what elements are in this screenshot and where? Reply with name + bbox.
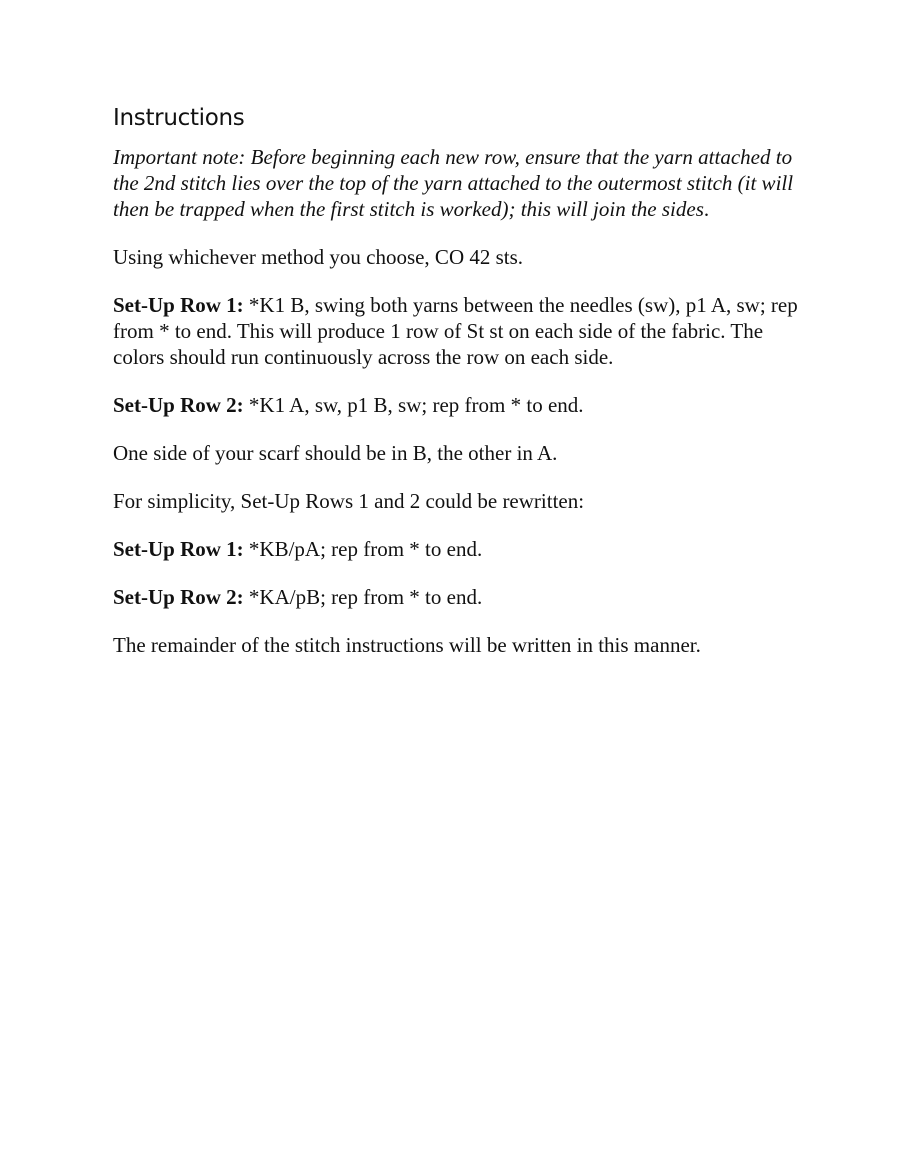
one-side-paragraph: One side of your scarf should be in B, the other in A. <box>113 441 558 465</box>
setup-row-2-text: *K1 A, sw, p1 B, sw; rep from * to end. <box>243 393 584 417</box>
setup-row-1-label: Set-Up Row 1: <box>113 293 244 317</box>
instructions-page <box>113 100 803 680</box>
short-row-1-label: Set-Up Row 1: <box>113 537 244 561</box>
setup-row-2-paragraph <box>113 392 803 418</box>
simplicity-paragraph: For simplicity, Set-Up Rows 1 and 2 could be rewritten: <box>113 489 585 513</box>
important-note-text: Important note: Before beginning each new row, ensure that the yarn attached to the 2nd stitch lies over the top of the yarn attached to the outermost stitch (it will then be trapped when the first stitch is worked); this will join the sides <box>113 145 794 221</box>
setup-row-1-text: *K1 B, swing both yarns between the needles (sw), p1 A, sw; rep from * to end. This will produce 1 row of St st on each side of the fabric. The colors should run continuously across the row on each side. <box>113 293 798 369</box>
short-row-1-text: *KB/pA; rep from * to end. <box>243 537 483 561</box>
setup-row-1-paragraph <box>113 292 803 370</box>
short-row-2-text: *KA/pB; rep from * to end. <box>243 585 483 609</box>
short-row-2-label: Set-Up Row 2: <box>113 585 244 609</box>
short-row-1-paragraph <box>113 536 803 562</box>
cast-on-paragraph: Using whichever method you choose, CO 42 sts. <box>113 245 524 269</box>
remainder-paragraph: The remainder of the stitch instructions will be written in this manner. <box>113 633 701 657</box>
important-note <box>113 144 803 222</box>
short-row-2-paragraph <box>113 584 803 610</box>
setup-row-2-label: Set-Up Row 2: <box>113 393 244 417</box>
section-heading: Instructions <box>113 105 245 131</box>
important-note-end: . <box>703 197 710 221</box>
